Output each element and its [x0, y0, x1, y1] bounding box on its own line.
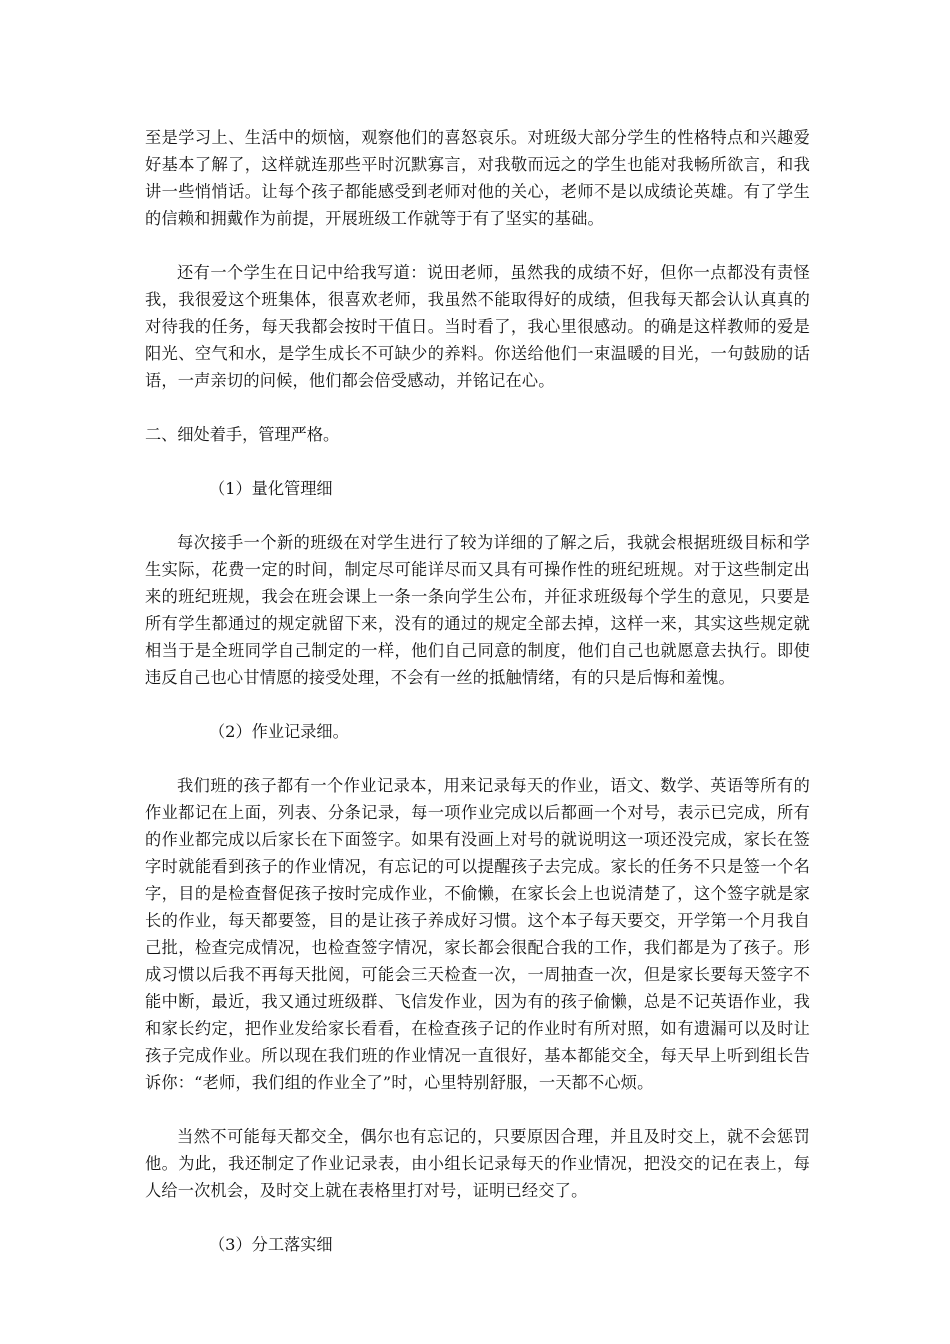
paragraph-gap — [145, 1204, 810, 1231]
paragraph-gap — [145, 691, 810, 718]
paragraph-quantified-management: 每次接手一个新的班级在对学生进行了较为详细的了解之后，我就会根据班级目标和学生实际，花费一定的时间，制定尽可能详尽而又具有可操作性的班纪班规。对于这些制定出来的班纪班规，我会在班会课上一条一条向学生公布，并征求班级每个学生的意见，只要是所有学生都通过的规定就留下来，没有的通过的规定全部去掉，这样一来，其实这些规定就相当于是全班同学自己制定的一样，他们自己同意的制度，他们自己也就愿意去执行。即使违反自己也心甘情愿的接受处理，不会有一丝的抵触情绪，有的只是后悔和羞愧。 — [145, 533, 810, 687]
document-page — [145, 124, 810, 1258]
paragraph-intro-continuation: 至是学习上、生活中的烦恼，观察他们的喜怒哀乐。对班级大部分学生的性格特点和兴趣爱好基本了解了，这样就连那些平时沉默寡言，对我敬而远之的学生也能对我畅所欲言，和我讲一些悄悄话。让每个孩子都能感受到老师对他的关心，老师不是以成绩论英雄。有了学生的信赖和拥戴作为前提，开展班级工作就等于有了坚实的基础。 — [145, 128, 810, 228]
paragraph-gap — [145, 232, 810, 259]
paragraph-homework-table: 当然不可能每天都交全，偶尔也有忘记的，只要原因合理，并且及时交上，就不会惩罚他。为此，我还制定了作业记录表，由小组长记录每天的作业情况，把没交的记在表上，每人给一次机会，及时交上就在表格里打对号，证明已经交了。 — [145, 1127, 810, 1200]
paragraph-gap — [145, 1096, 810, 1123]
paragraph-student-diary: 还有一个学生在日记中给我写道：说田老师，虽然我的成绩不好，但你一点都没有责怪我，我很爱这个班集体，很喜欢老师，我虽然不能取得好的成绩，但我每天都会认认真真的对待我的任务，每天我都会按时干值日。当时看了，我心里很感动。的确是这样教师的爱是阳光、空气和水，是学生成长不可缺少的养料。你送给他们一束温暖的目光，一句鼓励的话语，一声亲切的问候，他们都会倍受感动，并铭记在心。 — [145, 263, 810, 390]
paragraph-gap — [145, 745, 810, 772]
paragraph-gap — [145, 394, 810, 421]
sub-heading-1: （1）量化管理细 — [209, 479, 333, 498]
sub-heading-2: （2）作业记录细。 — [209, 722, 349, 741]
paragraph-homework-record: 我们班的孩子都有一个作业记录本，用来记录每天的作业，语文、数学、英语等所有的作业都记在上面，列表、分条记录，每一项作业完成以后都画一个对号，表示已完成，所有的作业都完成以后家长在下面签字。如果有没画上对号的就说明这一项还没完成，家长在签字时就能看到孩子的作业情况，有忘记的可以提醒孩子去完成。家长的任务不只是签一个名字，目的是检查督促孩子按时完成作业，不偷懒，在家长会上也说清楚了，这个签字就是家长的作业，每天都要签，目的是让孩子养成好习惯。这个本子每天要交，开学第一个月我自己批，检查完成情况，也检查签字情况，家长都会很配合我的工作，我们都是为了孩子。形成习惯以后我不再每天批阅，可能会三天检查一次，一周抽查一次，但是家长要每天签字不能中断，最近，我又通过班级群、飞信发作业，因为有的孩子偷懒，总是不记英语作业，我和家长约定，把作业发给家长看看，在检查孩子记的作业时有所对照，如有遗漏可以及时让孩子完成作业。所以现在我们班的作业情况一直很好，基本都能交全，每天早上听到组长告诉你：“老师，我们组的作业全了”时，心里特别舒服，一天都不心烦。 — [145, 776, 810, 1092]
section-heading-2: 二、细处着手，管理严格。 — [145, 425, 340, 444]
paragraph-gap — [145, 502, 810, 529]
paragraph-gap — [145, 448, 810, 475]
sub-heading-3: （3）分工落实细 — [209, 1235, 333, 1254]
